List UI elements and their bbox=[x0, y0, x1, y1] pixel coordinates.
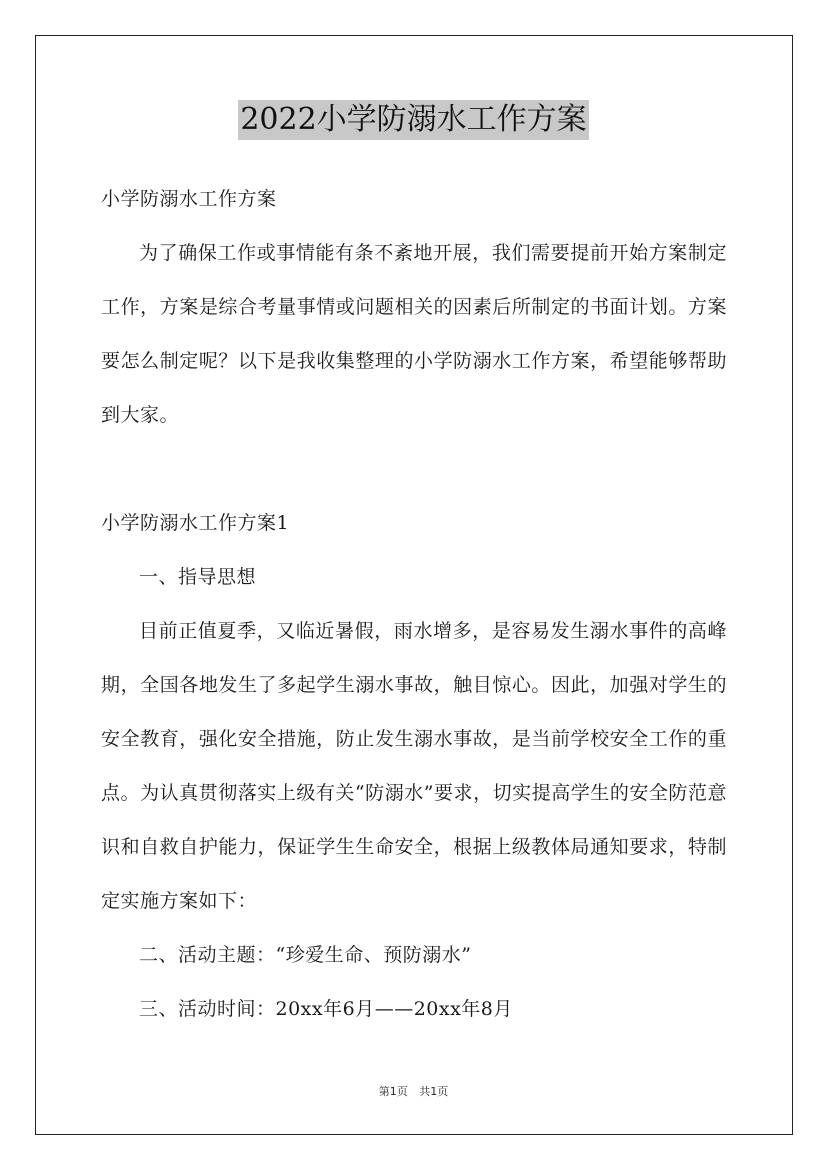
item1-heading: 一、指导思想 bbox=[139, 566, 257, 588]
title-container bbox=[0, 100, 827, 140]
page-total: 共1页 bbox=[419, 1085, 449, 1098]
item3-paragraph: 三、活动时间：20xx年6月——20xx年8月 bbox=[139, 998, 513, 1020]
document-subtitle: 小学防溺水工作方案 bbox=[101, 188, 277, 210]
document-title: 2022小学防溺水工作方案 bbox=[238, 100, 588, 140]
section-heading: 小学防溺水工作方案1 bbox=[101, 512, 290, 534]
intro-paragraph: 为了确保工作或事情能有条不紊地开展，我们需要提前开始方案制定工作，方案是综合考量事情或问题相关的因素后所制定的书面计划。方案要怎么制定呢？以下是我收集整理的小学防溺水工作方案，希望能够帮助到大家。 bbox=[101, 242, 727, 426]
item1-body: 目前正值夏季，又临近暑假，雨水增多，是容易发生溺水事件的高峰期，全国各地发生了多起学生溺水事故，触目惊心。因此，加强对学生的安全教育，强化安全措施，防止发生溺水事故，是当前学校安全工作的重点。为认真贯彻落实上级有关“防溺水”要求，切实提高学生的安全防范意识和自救自护能力，保证学生生命安全，根据上级教体局通知要求，特制定实施方案如下： bbox=[101, 620, 727, 912]
document-body bbox=[101, 172, 727, 1036]
page-footer bbox=[0, 1083, 827, 1099]
item2-paragraph: 二、活动主题：“珍爱生命、预防溺水” bbox=[139, 944, 472, 966]
paragraph-spacer bbox=[101, 442, 727, 496]
page-number: 第1页 bbox=[378, 1085, 408, 1098]
